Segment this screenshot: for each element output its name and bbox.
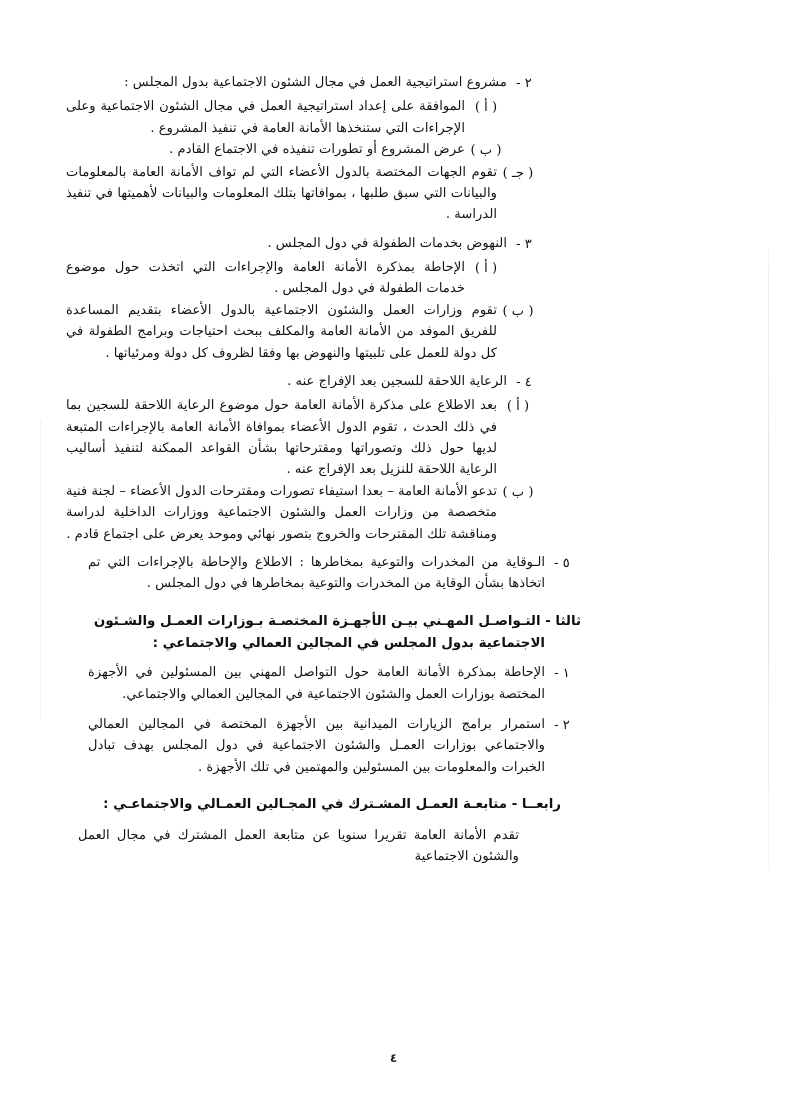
list-item-text: تقوم وزارات العمل والشئون الاجتماعية بالدول الأعضاء بتقديم المساعدة للفريق الموفد من الأمانة العامة والمكلف ببحث احتياجات وبرامج الطفولة في كل دولة للعمل على تلبيتها والنهوض بها وفقا لظروف كل دولة ومرئياتها . bbox=[66, 302, 497, 361]
list-item-text: تدعو الأمانة العامة – بعدا استيفاء تصورات ومقترحات الدول الأعضاء – لجنة فنية متخصصة من وزارات العمل والشئون الاجتماعية ووزارات الداخلية لدراسة ومناقشة تلك المقترحات والخروج بتصور نهائي وموحد يعرض على اجتماع قادم . bbox=[66, 483, 497, 542]
list-item-text: الإحاطة بمذكرة الأمانة العامة والإجراءات التي اتخذت حول موضوع خدمات الطفولة في دول المجلس . bbox=[66, 260, 465, 297]
list-item-text: النهوض بخدمات الطفولة في دول المجلس . bbox=[267, 235, 507, 251]
spacer bbox=[58, 364, 729, 371]
page-edge-shadow bbox=[768, 250, 769, 870]
list-item bbox=[88, 714, 579, 778]
list-item-marker: ( ب ) bbox=[502, 303, 534, 319]
list-item bbox=[66, 162, 539, 226]
list-item bbox=[88, 233, 541, 255]
section-heading-three-line2: الاجتماعية بدول المجلس في المجالين العمالي والاجتماعي : bbox=[152, 636, 545, 652]
list-item bbox=[88, 662, 579, 705]
section-heading-three-line1: ثالثا - التـواصـل المهـني بيـن الأجهـزة المختصـة بـوزارات العمـل والشـئون bbox=[93, 613, 581, 629]
list-item-marker: ( أ ) bbox=[506, 399, 530, 415]
list-item-text: تقوم الجهات المختصة بالدول الأعضاء التي لم تواف الأمانة العامة بالمعلومات والبيانات التي سبق طلبها ، بموافاتها بتلك المعلومات والبيانات لأهميتها في تنفيذ الدراسة . bbox=[66, 164, 497, 223]
spacer bbox=[58, 226, 729, 233]
list-item-marker: ( جـ ) bbox=[502, 165, 534, 181]
list-item-marker: ( أ ) bbox=[474, 100, 498, 116]
list-item-number: ٥ - bbox=[554, 555, 570, 571]
list-item-marker: ( أ ) bbox=[474, 261, 498, 276]
spacer bbox=[58, 707, 729, 714]
list-item-number: ١ - bbox=[554, 666, 570, 682]
list-item bbox=[66, 96, 507, 139]
list-item-text: الـوقاية من المخدرات والتوعية بمخاطرها : الاطلاع والإحاطة بالإجراءات التي تم اتخاذها بشأن الوقاية من المخدرات والتوعية بمخاطرها في دول المجلس . bbox=[88, 554, 545, 592]
list-item bbox=[66, 395, 539, 481]
list-item-text: عرض المشروع أو تطورات تنفيذه في الاجتماع القادم . bbox=[169, 142, 465, 158]
list-item bbox=[88, 371, 541, 393]
section-four-paragraph: تقدم الأمانة العامة تقريرا سنويا عن متابعة العمل المشترك في مجال العمل والشئون الاجتماعية bbox=[78, 827, 519, 865]
list-item-marker: ( ب ) bbox=[470, 143, 502, 159]
list-item-text: مشروع استراتيجية العمل في مجال الشئون الاجتماعية بدول المجلس : bbox=[124, 75, 507, 90]
section-heading-three bbox=[76, 611, 581, 657]
spacer bbox=[58, 545, 729, 552]
page-number: ٤ bbox=[389, 1051, 398, 1065]
list-item-number: ٤ - bbox=[516, 374, 532, 390]
list-item bbox=[66, 481, 539, 545]
list-item bbox=[88, 552, 579, 595]
list-item-text: الموافقة على إعداد استراتيجية العمل في مجال الشئون الاجتماعية وعلى الإجراءات التي ستنخذها الأمانة العامة في تنفيذ المشروع . bbox=[66, 99, 465, 136]
section-heading-four: رابعــا - متابعـة العمـل المشـترك في المجـالين العمـالي والاجتماعـي : bbox=[103, 797, 561, 813]
document-body bbox=[58, 72, 729, 868]
list-item-text: الإحاطة بمذكرة الأمانة العامة حول التواصل المهني بين المسئولين في الأجهزة المختصة بوزارات العمل والشئون الاجتماعية في المجالين العمالي والاجتماعي. bbox=[88, 665, 545, 702]
list-item bbox=[66, 300, 539, 364]
list-item-text: الرعاية اللاحقة للسجين بعد الإفراج عنه . bbox=[287, 373, 507, 389]
list-item bbox=[66, 257, 507, 300]
list-item bbox=[66, 139, 507, 161]
list-item-number: ٢ - bbox=[516, 76, 532, 91]
list-item-number: ٢ - bbox=[554, 717, 570, 733]
list-item-text: استمرار برامج الزيارات الميدانية بين الأجهزة المختصة في المجالين العمالي والاجتماعي بوزارات العمـل والشئون الاجتماعية في دول المجلس بهدف تبادل الخبرات والمعلومات بين المسئولين والمهتمين في تلك الأجهزة . bbox=[88, 716, 545, 775]
page-edge-shadow-secondary bbox=[40, 420, 41, 720]
list-item-number: ٣ - bbox=[516, 236, 532, 252]
list-item-marker: ( ب ) bbox=[502, 484, 534, 500]
list-item bbox=[88, 72, 541, 94]
list-item-text: بعد الاطلاع على مذكرة الأمانة العامة حول موضوع الرعاية اللاحقة للسجين بما في ذلك الحدث ، تقوم الدول الأعضاء بموافاة الأمانة العامة بالإجراءات المتبعة لديها حول ذلك وتصوراتها ومقترحاتها بشأن القواعد الممكنة لتنفيذ أساليب الرعاية اللاحقة للنزيل بعد الإفراج عنه . bbox=[66, 398, 497, 478]
